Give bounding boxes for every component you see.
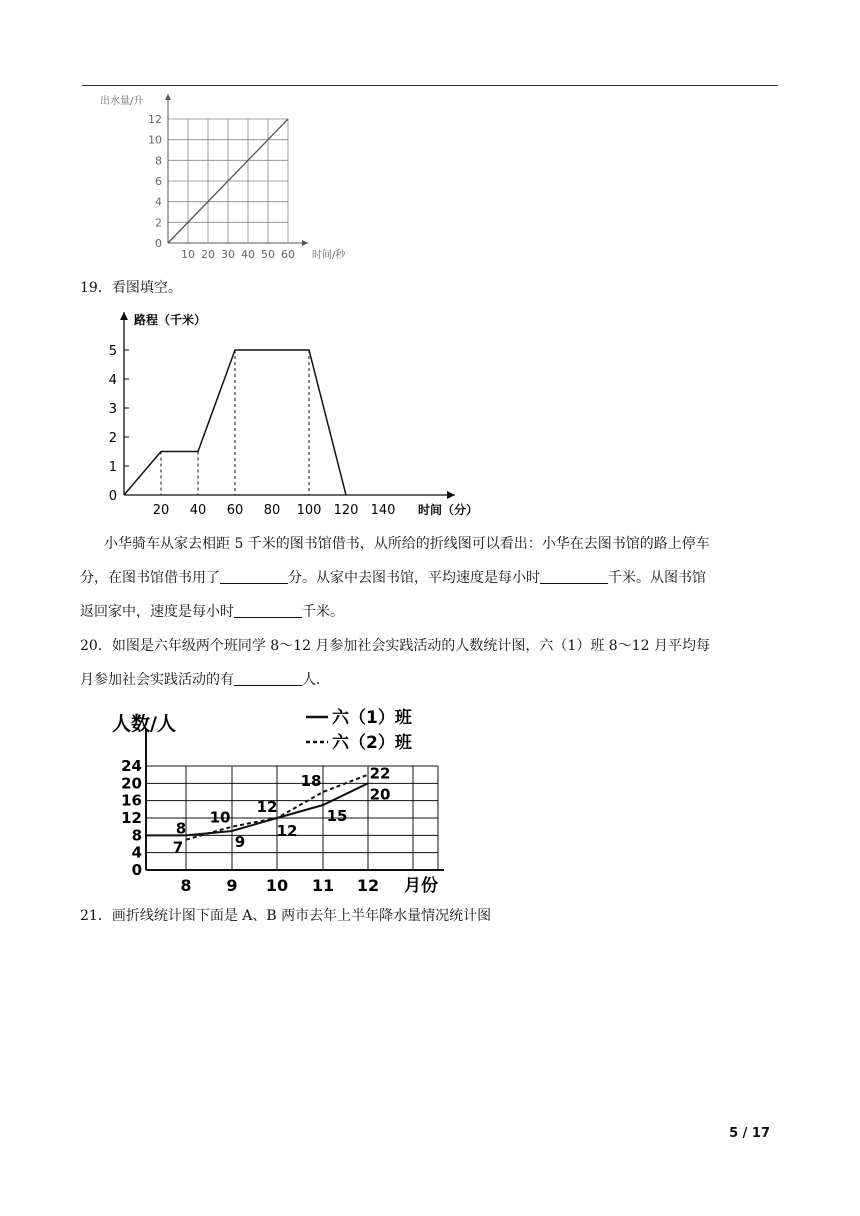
x-tick-label: 8 xyxy=(180,876,192,895)
series-1-point-label: 15 xyxy=(326,807,348,825)
y-tick-label: 12 xyxy=(121,809,142,827)
x-axis-arrow xyxy=(447,491,455,499)
point-8-label-b: 7 xyxy=(172,838,184,857)
answer-blank-2[interactable] xyxy=(540,569,608,584)
participants-chart xyxy=(110,700,460,900)
x-tick-label: 120 xyxy=(333,503,359,518)
y-axis-label: 人数/人 xyxy=(112,713,176,735)
series-1-point-label: 9 xyxy=(234,833,246,851)
x-tick-label: 20 xyxy=(152,503,170,518)
answer-blank-4[interactable] xyxy=(234,671,302,686)
origin-label: 0 xyxy=(108,489,117,504)
series-1-point-label: 12 xyxy=(276,822,298,840)
y-tick-label: 2 xyxy=(155,216,162,230)
y-tick-label: 8 xyxy=(155,154,162,168)
y-tick-label: 20 xyxy=(121,774,142,793)
y-tick-label: 1 xyxy=(108,460,117,475)
y-axis-arrow xyxy=(165,94,171,100)
series-2-point-label: 22 xyxy=(369,764,391,783)
y-tick-label: 4 xyxy=(108,373,117,388)
x-tick-label: 11 xyxy=(311,876,335,895)
y-tick-label: 0 xyxy=(131,861,142,879)
x-tick-label: 40 xyxy=(241,248,255,261)
x-axis-label: 时间/秒 xyxy=(312,250,346,261)
y-tick-label: 4 xyxy=(131,843,142,862)
question-21-title: 21．画折线统计图下面是 A、B 两市去年上半年降水量情况统计图 xyxy=(80,908,492,924)
series-2-point-label: 10 xyxy=(209,808,231,827)
x-tick-label: 50 xyxy=(261,248,275,261)
y-axis-arrow xyxy=(120,312,128,320)
y-tick-label: 8 xyxy=(131,826,142,845)
legend-series-1: 六（1）班 xyxy=(332,708,412,728)
header-rule xyxy=(82,85,778,86)
y-axis-label: 路程（千米） xyxy=(134,313,207,327)
series-2-point-label: 18 xyxy=(300,772,322,790)
answer-blank-3[interactable] xyxy=(234,603,302,618)
point-8-label-a: 8 xyxy=(175,819,187,838)
q19-seg-2: 分，在图书馆借书用了 xyxy=(80,570,220,586)
x-axis-label: 时间（分） xyxy=(418,503,479,517)
x-axis-label: 月份 xyxy=(404,876,438,896)
x-tick-label: 12 xyxy=(356,876,380,895)
x-axis-arrow xyxy=(302,240,308,246)
q20-line-1: 20．如图是六年级两个班同学 8～12 月参加社会实践活动的人数统计图，六（1）班 8～12 月平均每 xyxy=(80,638,710,654)
y-tick-label: 3 xyxy=(108,402,117,417)
x-tick-label: 20 xyxy=(201,248,215,261)
x-tick-label: 40 xyxy=(189,503,207,518)
y-tick-label: 4 xyxy=(155,195,162,209)
x-tick-label: 10 xyxy=(181,248,195,261)
water-output-chart xyxy=(95,88,365,266)
question-20-text xyxy=(80,629,780,697)
x-tick-label: 30 xyxy=(221,248,235,261)
y-axis-label: 出水量/升 xyxy=(100,96,144,107)
q20-seg-3: 人. xyxy=(302,672,321,688)
series-1-point-label: 20 xyxy=(369,785,391,804)
q20-seg-2: 月参加社会实践活动的有 xyxy=(80,672,234,688)
distance-time-chart xyxy=(100,308,490,520)
y-tick-label: 10 xyxy=(148,133,162,147)
x-tick-label: 10 xyxy=(265,876,289,895)
series-2-point-label: 12 xyxy=(256,798,278,816)
answer-blank-1[interactable] xyxy=(220,569,288,584)
x-tick-label: 140 xyxy=(370,503,396,518)
q19-seg-6: 千米。 xyxy=(302,604,344,620)
x-tick-label: 80 xyxy=(263,503,281,518)
y-tick-label: 6 xyxy=(155,175,162,188)
q19-seg-4: 千米。从图书馆 xyxy=(608,570,706,586)
x-tick-label: 9 xyxy=(226,876,238,895)
q19-seg-5: 返回家中，速度是每小时 xyxy=(80,604,234,620)
question-19-title: 19．看图填空。 xyxy=(80,280,182,296)
question-19-text xyxy=(80,527,780,629)
page-number: 5 / 17 xyxy=(729,1126,770,1141)
x-tick-label: 100 xyxy=(296,503,322,518)
q19-line-1: 小华骑车从家去相距 5 千米的图书馆借书，从所给的折线图可以看出：小华在去图书馆的路上停车 xyxy=(104,536,710,552)
q19-seg-3: 分。从家中去图书馆，平均速度是每小时 xyxy=(288,570,540,586)
y-tick-label: 2 xyxy=(108,431,117,446)
x-tick-label: 60 xyxy=(226,503,244,518)
y-tick-label: 16 xyxy=(121,791,142,810)
y-tick-label: 24 xyxy=(121,757,142,775)
y-tick-label: 0 xyxy=(155,237,162,250)
x-tick-label: 60 xyxy=(281,248,295,261)
legend-series-2: 六（2）班 xyxy=(332,733,412,753)
y-tick-label: 5 xyxy=(108,344,117,359)
y-tick-label: 12 xyxy=(148,113,162,126)
